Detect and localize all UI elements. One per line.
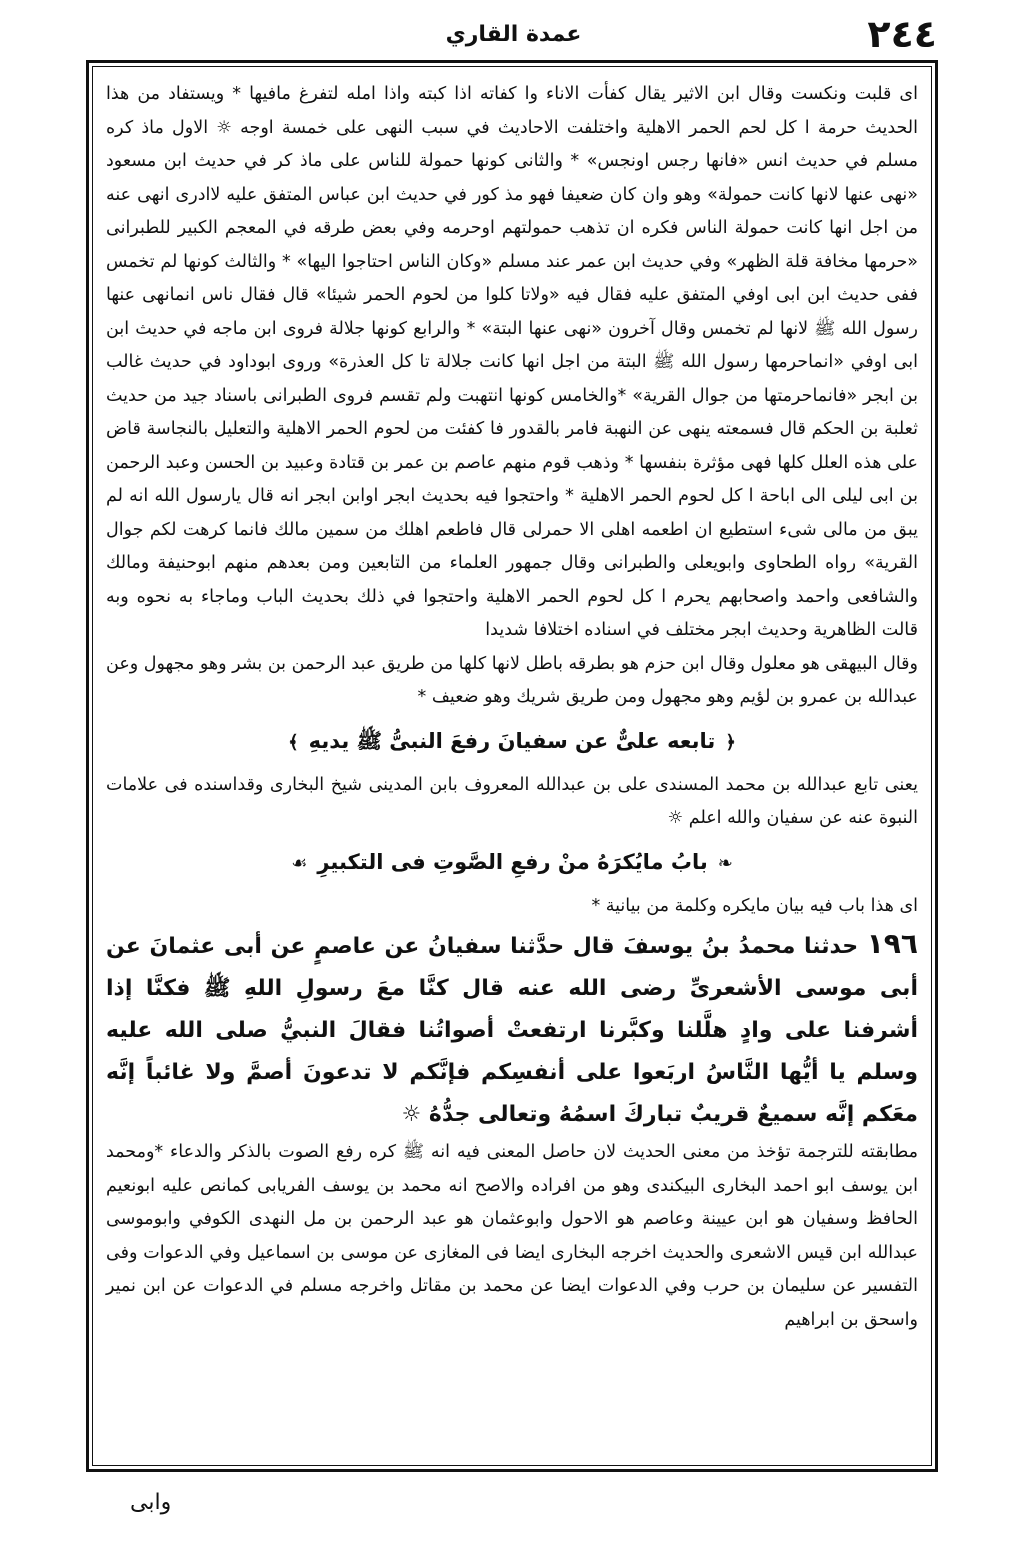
hadith-block (106, 923, 918, 1136)
chapter-title: بابُ مايُكرَهُ منْ رفعِ الصَّوتِ فى التكبيرِ (317, 849, 708, 874)
running-title: عمدة القاري (445, 22, 582, 47)
heading-text: تابعه علىٌّ عن سفيانَ رفعَ النبىُّ ﷺ يديهِ (308, 728, 716, 753)
ornament-icon: ☙ (291, 852, 308, 874)
hadith-text: حدثنا محمدُ بنُ يوسفَ قال حدَّثنا سفيانُ عن عاصمٍ عن أبى عثمانَ عن أبى موسى الأشعرىِّ رضى الله عنه قال كنَّا معَ رسولِ اللهِ ﷺ فكنَّا إذا أشرفنا على وادٍ هلَّلنا وكبَّرنا ارتفعتْ أصواتُنا فقالَ النبيُّ صلى الله عليه وسلم يا أيُّها النَّاسُ اربَعوا على أنفسِكم فإنَّكم لا تدعونَ أصمَّ ولا غائباً إنَّه معَكم إنَّه سميعٌ قريبٌ تباركَ اسمُهُ وتعالى جدُّهُ ☼ (106, 934, 918, 1127)
ornament-icon: ﴿ (725, 731, 736, 753)
commentary-paragraph-4: اى هذا باب فيه بيان مايكره وكلمة من بيانية * (591, 895, 918, 916)
commentary-paragraph-5: مطابقته للترجمة تؤخذ من معنى الحديث لان حاصل المعنى فيه انه ﷺ كره رفع الصوت بالذكر والدعاء *ومحمد ابن يوسف ابو احمد البخارى البيكندى وهو من افراده والاصح انه محمد بن يوسف الفريابى كمانص عليه ابونعيم الحافظ وسفيان هو ابن عيينة وعاصم هو الاحول وابوعثمان هو عبد الرحمن بن مل النهدى الكوفي وابوموسى عبدالله ابن قيس الاشعرى والحديث اخرجه البخارى ايضا فى المغازى عن موسى بن اسماعيل وفي الدعوات وفى التفسير عن سليمان بن حرب وفي الدعوات ايضا عن محمد بن مقاتل واخرجه مسلم في الدعوات عن ابن نمير واسحق بن ابراهيم (106, 1142, 918, 1330)
ornament-icon: ﴾ (288, 731, 299, 753)
chapter-heading (106, 840, 918, 886)
page-header (0, 8, 1027, 60)
commentary-paragraph-3: يعنى تابع عبدالله بن محمد المسندى على بن عبدالله المعروف بابن المدينى شيخ البخارى وقداسنده فى علامات النبوة عنه عن سفيان والله اعلم ☼ (106, 774, 918, 828)
ornament-icon: ❧ (717, 852, 733, 874)
hadith-number: ١٩٦ (866, 927, 918, 960)
catchword: وابى (130, 1490, 172, 1515)
commentary-paragraph-2: وقال البيهقى هو معلول وقال ابن حزم هو بطرقه باطل لانها كلها من طريق عبد الرحمن بن بشر وهو مجهول وعن عبدالله بن عمرو بن لؤيم وهو مجهول ومن طريق شريك وهو ضعيف * (106, 653, 918, 707)
page-number: ٢٤٤ (867, 12, 937, 56)
section-heading-tabaahu (106, 719, 918, 765)
commentary-paragraph-1: اى قلبت ونكست وقال ابن الاثير يقال كفأت الاناء وا كفاته اذا كبته واذا امله لتفرغ مافيها * ويستفاد من هذا الحديث حرمة ا كل لحم الحمر الاهلية واختلفت الاحاديث في سبب النهى على خمسة اوجه ☼ الاول ماذ كره مسلم في حديث انس «فانها رجس اونجس» * والثانى كونها حمولة للناس على ماذ كر في حديث ابن مسعود «نهى عنها لانها كانت حمولة» وهو وان كان ضعيفا فهو مذ كور في حديث ابن عباس المتفق عليه لاادرى انهى عنه من اجل انها كانت حمولة الناس فكره ان تذهب حمولتهم اوحرمه وفي بعض طرقه في المعجم الكبير للطبرانى «حرمها مخافة قلة الظهر» وفي حديث ابن عمر عند مسلم «وكان الناس احتاجوا اليها» * والثالث كونها لم تخمس ففى حديث ابن ابى اوفي المتفق عليه فقال فيه «ولاتا كلوا من لحوم الحمر شيئا» قال فقال ناس انمانهى عنها رسول الله ﷺ لانها لم تخمس وقال آخرون «نهى عنها البتة» * والرابع كونها جلالة فروى ابن ماجه في حديث ابن ابى اوفي «انماحرمها رسول الله ﷺ البتة من اجل انها كانت جلالة تا كل العذرة» وروى ابوداود في حديث غالب بن ابجر «فانماحرمتها من جوال القرية» *والخامس كونها انتهبت ولم تقسم فروى الطبرانى باسناد جيد من حديث ثعلبة بن الحكم قال فسمعته ينهى عن النهبة فامر بالقدور فا كفئت من لحوم الحمر الاهلية والتعليل بالنجاسة قاض على هذه العلل كلها فهى مؤثرة بنفسها * وذهب قوم منهم عاصم بن عمر بن قتادة وعبيد بن الحسن وعبد الرحمن بن ابى ليلى الى اباحة ا كل لحوم الحمر الاهلية * واحتجوا فيه بحديث ابجر اوابن ابجر انه قال يارسول الله انه لم يبق من مالى شىء استطيع ان اطعمه اهلى الا حمرلى قال فاطعم اهلك من سمين مالك فانما كرهت لكم جوال القرية» رواه الطحاوى وابويعلى والطبرانى وقال جمهور العلماء من التابعين ومن بعدهم منهم ابوحنيفة ومالك والشافعى واحمد واصحابهم يحرم ا كل لحوم الحمر الاهلية واحتجوا في ذلك بحديث الباب وماجاء به نحوه وبه قالت الظاهرية وحديث ابجر مختلف في اسناده اختلافا شديدا (106, 84, 918, 640)
text-body (106, 78, 918, 1337)
